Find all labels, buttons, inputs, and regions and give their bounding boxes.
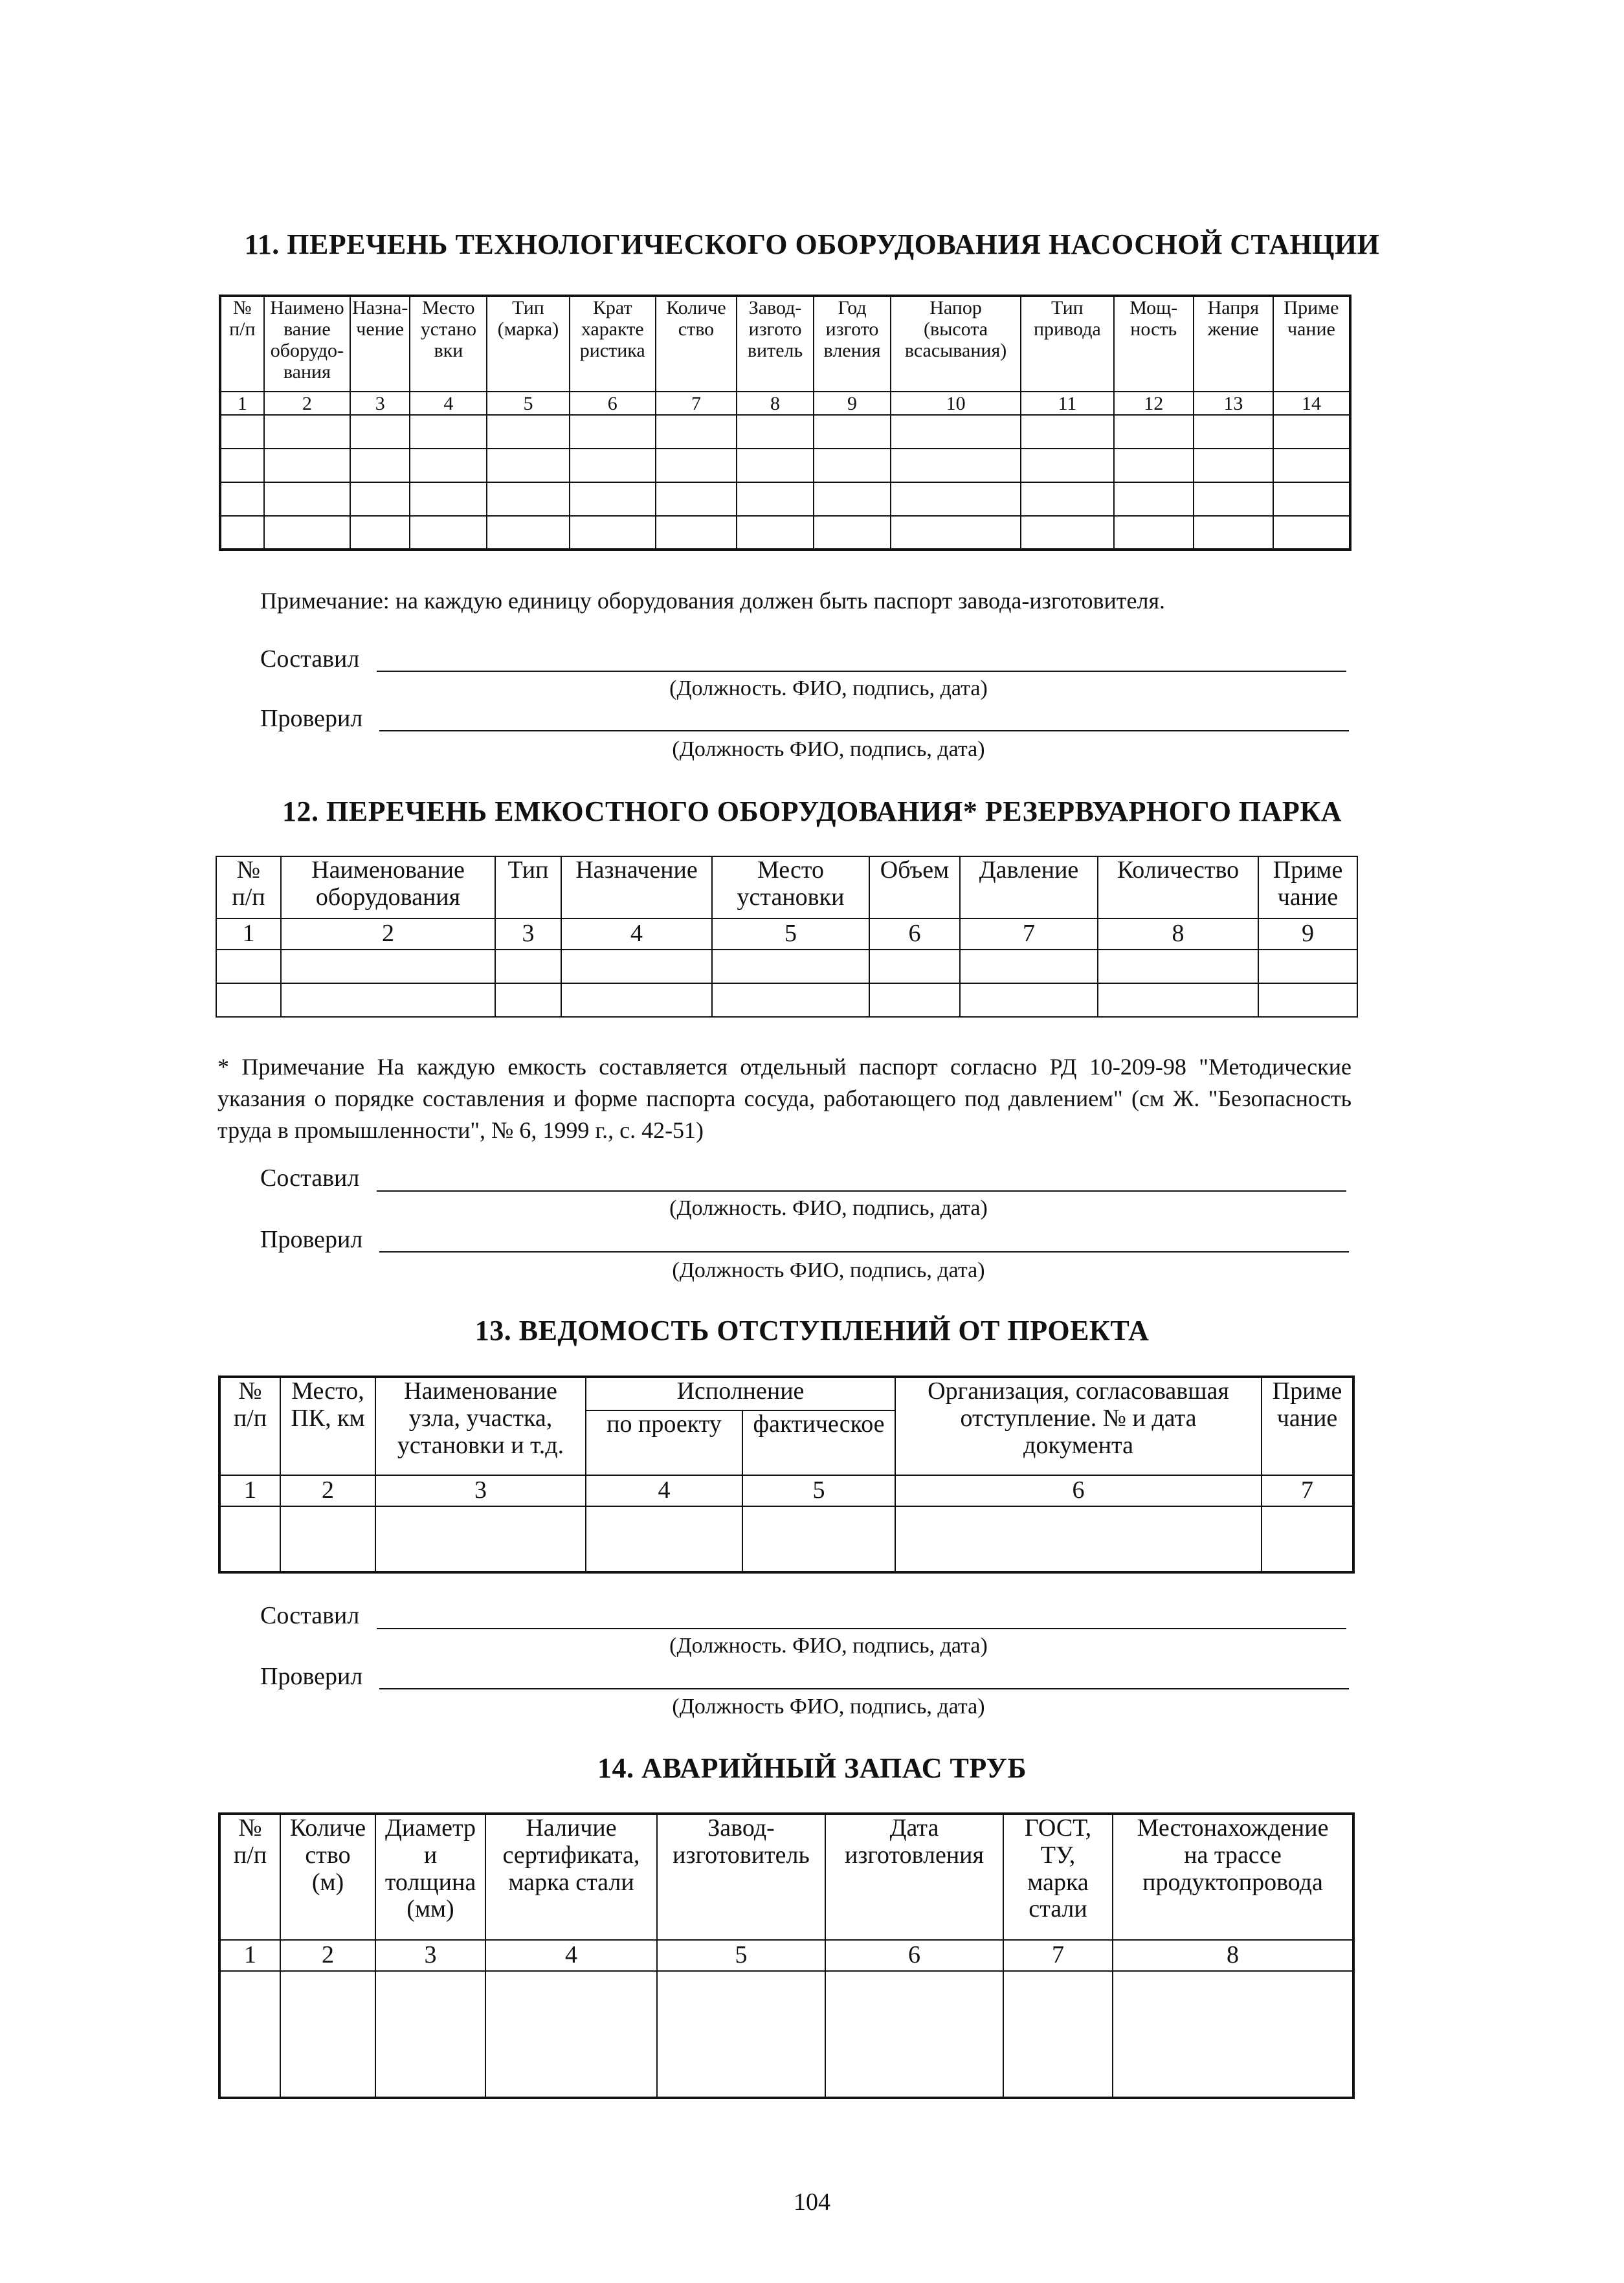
column-number: 2 bbox=[264, 392, 350, 415]
column-number: 6 bbox=[895, 1475, 1262, 1506]
column-number: 1 bbox=[219, 1940, 280, 1971]
header-cell: Наимено вание оборудо- вания bbox=[264, 296, 350, 392]
header-cell: № п/п bbox=[216, 856, 281, 919]
header-cell: Мощ- ность bbox=[1114, 296, 1194, 392]
header-cell: Наличие сертификата, марка стали bbox=[485, 1814, 657, 1940]
checked-by-label: Проверил bbox=[260, 1226, 363, 1253]
note-text: * Примечание На каждую емкость составляется отдельный паспорт согласно РД 10-209-98 "Методические указания о порядке составления и форме паспорта сосуда, работающего под давлением" (см Ж. "Безопасность труда в промышленности", № 6, 1999 г., с. 42-51) bbox=[217, 1054, 1351, 1143]
column-number: 1 bbox=[220, 392, 264, 415]
pipe-reserve-table bbox=[218, 1812, 1355, 2099]
deviations-table bbox=[218, 1375, 1355, 1574]
header-cell: Организация, согласовавшая отступление. № и дата документа bbox=[895, 1377, 1262, 1475]
header-cell: Напор (высота всасывания) bbox=[891, 296, 1021, 392]
column-number: 4 bbox=[561, 919, 712, 950]
note-text: Примечание: на каждую единицу оборудования должен быть паспорт завода-изготовителя. bbox=[260, 588, 1166, 614]
column-number: 2 bbox=[281, 919, 495, 950]
column-number: 5 bbox=[657, 1940, 825, 1971]
table-row bbox=[216, 950, 1357, 983]
table-row bbox=[220, 449, 1350, 482]
header-cell: Наименование оборудования bbox=[281, 856, 495, 919]
header-cell: Напря жение bbox=[1194, 296, 1273, 392]
checked-by-hint: (Должность ФИО, подпись, дата) bbox=[672, 737, 985, 761]
header-cell: Приме чание bbox=[1258, 856, 1357, 919]
column-number: 12 bbox=[1114, 392, 1194, 415]
header-cell: Количе ство (м) bbox=[280, 1814, 375, 1940]
checked-by-label: Проверил bbox=[260, 705, 363, 732]
header-cell: Крат характе ристика bbox=[570, 296, 656, 392]
checked-by-hint: (Должность ФИО, подпись, дата) bbox=[672, 1695, 985, 1719]
column-number: 6 bbox=[570, 392, 656, 415]
column-number: 1 bbox=[219, 1475, 280, 1506]
header-cell: Год изгото вления bbox=[814, 296, 891, 392]
checked-by-signature-line[interactable] bbox=[379, 730, 1349, 731]
table-row bbox=[219, 1506, 1353, 1572]
header-cell: Тип привода bbox=[1021, 296, 1114, 392]
checked-by-signature-line[interactable] bbox=[379, 1688, 1349, 1689]
compiled-by-hint: (Должность. ФИО, подпись, дата) bbox=[669, 1634, 988, 1658]
table-row bbox=[216, 983, 1357, 1017]
column-number: 1 bbox=[216, 919, 281, 950]
table-row bbox=[220, 482, 1350, 516]
header-cell: Место устано вки bbox=[410, 296, 487, 392]
column-number: 14 bbox=[1273, 392, 1350, 415]
compiled-by-label: Составил bbox=[260, 1602, 360, 1629]
header-cell: Дата изготовления bbox=[825, 1814, 1003, 1940]
equipment-table bbox=[219, 295, 1351, 551]
column-number: 7 bbox=[1262, 1475, 1353, 1506]
header-cell: № п/п bbox=[219, 1814, 280, 1940]
column-number: 3 bbox=[495, 919, 561, 950]
header-cell: Завод- изгото витель bbox=[737, 296, 814, 392]
compiled-by-label: Составил bbox=[260, 645, 360, 673]
header-cell: Количе ство bbox=[656, 296, 737, 392]
compiled-by-label: Составил bbox=[260, 1164, 360, 1192]
header-cell: Назна- чение bbox=[350, 296, 410, 392]
tank-equipment-table bbox=[216, 856, 1358, 1018]
section-14-title: 14. АВАРИЙНЫЙ ЗАПАС ТРУБ bbox=[597, 1752, 1027, 1784]
section-13-title: 13. ВЕДОМОСТЬ ОТСТУПЛЕНИЙ ОТ ПРОЕКТА bbox=[474, 1315, 1150, 1346]
header-cell: Тип (марка) bbox=[487, 296, 569, 392]
header-cell: № п/п bbox=[220, 296, 264, 392]
column-number: 9 bbox=[1258, 919, 1357, 950]
header-cell: № п/п bbox=[219, 1377, 280, 1475]
header-cell: Наименование узла, участка, установки и т.д. bbox=[375, 1377, 586, 1475]
column-number: 6 bbox=[869, 919, 960, 950]
column-number: 7 bbox=[960, 919, 1098, 950]
column-number: 11 bbox=[1021, 392, 1114, 415]
header-cell: ГОСТ, ТУ, марка стали bbox=[1003, 1814, 1113, 1940]
column-number: 6 bbox=[825, 1940, 1003, 1971]
column-number: 4 bbox=[586, 1475, 742, 1506]
compiled-by-signature-line[interactable] bbox=[377, 1190, 1346, 1192]
column-number: 4 bbox=[485, 1940, 657, 1971]
column-number: 8 bbox=[1113, 1940, 1353, 1971]
column-number: 8 bbox=[737, 392, 814, 415]
header-cell: Количество bbox=[1098, 856, 1258, 919]
header-cell: Место, ПК, км bbox=[280, 1377, 375, 1475]
section-11-title: 11. ПЕРЕЧЕНЬ ТЕХНОЛОГИЧЕСКОГО ОБОРУДОВАНИЯ НАСОСНОЙ СТАНЦИИ bbox=[244, 228, 1380, 260]
column-number: 10 bbox=[891, 392, 1021, 415]
column-number: 8 bbox=[1098, 919, 1258, 950]
header-cell: Диаметр и толщина (мм) bbox=[375, 1814, 485, 1940]
compiled-by-hint: (Должность. ФИО, подпись, дата) bbox=[669, 676, 988, 700]
table-row bbox=[219, 1971, 1353, 2098]
header-cell: Место установки bbox=[712, 856, 869, 919]
section-12-title: 12. ПЕРЕЧЕНЬ ЕМКОСТНОГО ОБОРУДОВАНИЯ* РЕЗЕРВУАРНОГО ПАРКА bbox=[282, 796, 1342, 827]
header-cell-by-project: по проекту bbox=[586, 1410, 742, 1475]
header-cell: Назначение bbox=[561, 856, 712, 919]
page-number: 104 bbox=[794, 2188, 830, 2216]
header-cell: Тип bbox=[495, 856, 561, 919]
header-cell: Объем bbox=[869, 856, 960, 919]
column-number: 7 bbox=[1003, 1940, 1113, 1971]
checked-by-signature-line[interactable] bbox=[379, 1251, 1349, 1253]
column-number: 2 bbox=[280, 1940, 375, 1971]
header-cell-execution: Исполнение bbox=[586, 1377, 895, 1410]
compiled-by-hint: (Должность. ФИО, подпись, дата) bbox=[669, 1196, 988, 1220]
column-number: 3 bbox=[375, 1475, 586, 1506]
checked-by-hint: (Должность ФИО, подпись, дата) bbox=[672, 1258, 985, 1282]
column-number: 7 bbox=[656, 392, 737, 415]
column-number: 2 bbox=[280, 1475, 375, 1506]
table-row bbox=[220, 516, 1350, 550]
column-number: 5 bbox=[712, 919, 869, 950]
checked-by-label: Проверил bbox=[260, 1663, 363, 1690]
column-number: 9 bbox=[814, 392, 891, 415]
column-number: 4 bbox=[410, 392, 487, 415]
column-number: 3 bbox=[350, 392, 410, 415]
column-number: 5 bbox=[742, 1475, 895, 1506]
header-cell: Завод- изготовитель bbox=[657, 1814, 825, 1940]
table-row bbox=[220, 415, 1350, 449]
compiled-by-signature-line[interactable] bbox=[377, 1628, 1346, 1629]
header-cell: Приме чание bbox=[1273, 296, 1350, 392]
header-cell: Приме чание bbox=[1262, 1377, 1353, 1475]
header-cell-actual: фактическое bbox=[742, 1410, 895, 1475]
column-number: 5 bbox=[487, 392, 569, 415]
column-number: 13 bbox=[1194, 392, 1273, 415]
header-cell: Местонахождение на трассе продуктопровода bbox=[1113, 1814, 1353, 1940]
compiled-by-signature-line[interactable] bbox=[377, 671, 1346, 672]
header-cell: Давление bbox=[960, 856, 1098, 919]
column-number: 3 bbox=[375, 1940, 485, 1971]
